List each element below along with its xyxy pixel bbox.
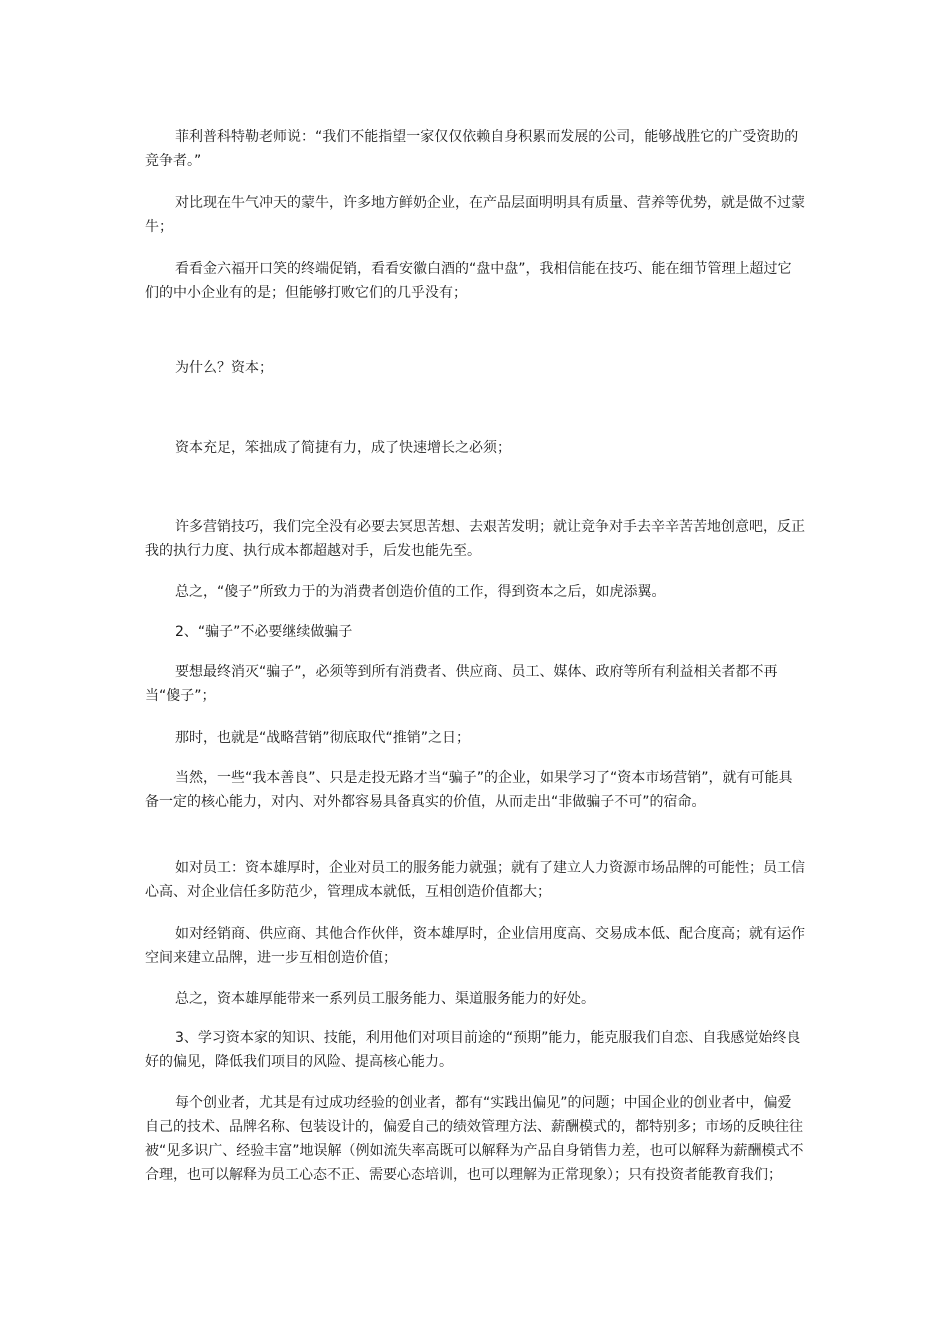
section-heading-2: 2、“骗子”不必要继续做骗子 [175,624,353,640]
paragraph-eliminate-cheaters: 要想最终消灭“骗子”，必须等到所有消费者、供应商、员工、媒体、政府等所有利益相关者都不再当“傻子”； [145,664,778,704]
section-heading-3: 3、学习资本家的知识、技能，利用他们对项目前途的“预期”能力，能克服我们自恋、自我感觉始终良好的偏见，降低我们项目的风险、提高核心能力。 [145,1030,801,1070]
paragraph-marketing-skills: 许多营销技巧，我们完全没有必要去冥思苦想、去艰苦发明；就让竞争对手去辛辛苦苦地创意吧，反正我的执行力度、执行成本都超越对手，后发也能先至。 [145,519,805,559]
paragraph-employees: 如对员工：资本雄厚时，企业对员工的服务能力就强；就有了建立人力资源市场品牌的可能性；员工信心高、对企业信任多防范少，管理成本就低，互相创造价值都大； [145,860,805,900]
paragraph-distributors: 如对经销商、供应商、其他合作伙伴，资本雄厚时，企业信用度高、交易成本低、配合度高；就有运作空间来建立品牌，进一步互相创造价值； [145,926,805,966]
paragraph-strategic-marketing: 那时，也就是“战略营销”彻底取代“推销”之日； [175,730,471,746]
paragraph-capital-sufficient: 资本充足，笨拙成了简捷有力，成了快速增长之必须； [175,440,511,456]
paragraph-kotler-quote: 菲利普科特勒老师说：“我们不能指望一家仅仅依赖自身积累而发展的公司，能够战胜它的广受资助的竞争者。” [145,129,799,169]
paragraph-entrepreneurs: 每个创业者，尤其是有过成功经验的创业者，都有“实践出偏见”的问题；中国企业的创业者中，偏爱自己的技术、品牌名称、包装设计的，偏爱自己的绩效管理方法、薪酬模式的，都特别多；市场的反映往往被“见多识广、经验丰富”地误解（例如流失率高既可以解释为产品自身销售力差，也可以解释为薪酬模式不合理，也可以解释为员工心态不正、需要心态培训，也可以理解为正常现象）；只有投资者能教育我们； [145,1095,804,1183]
paragraph-jinliufu: 看看金六福开口笑的终端促销，看看安徽白酒的“盘中盘”，我相信能在技巧、能在细节管理上超过它们的中小企业有的是；但能够打败它们的几乎没有； [145,261,792,301]
paragraph-good-intentions: 当然，一些“我本善良”、只是走投无路才当“骗子”的企业，如果学习了“资本市场营销”，就有可能具备一定的核心能力，对内、对外都容易具备真实的价值，从而走出“非做骗子不可”的宿命。 [145,770,793,810]
paragraph-summary-capital: 总之，资本雄厚能带来一系列员工服务能力、渠道服务能力的好处。 [175,991,595,1007]
paragraph-mengniu: 对比现在牛气冲天的蒙牛，许多地方鲜奶企业，在产品层面明明具有质量、营养等优势，就是做不过蒙牛； [145,195,805,235]
paragraph-summary-fools: 总之，“傻子”所致力于的为消费者创造价值的工作，得到资本之后，如虎添翼。 [175,584,666,600]
paragraph-why-capital: 为什么？资本； [175,360,273,376]
